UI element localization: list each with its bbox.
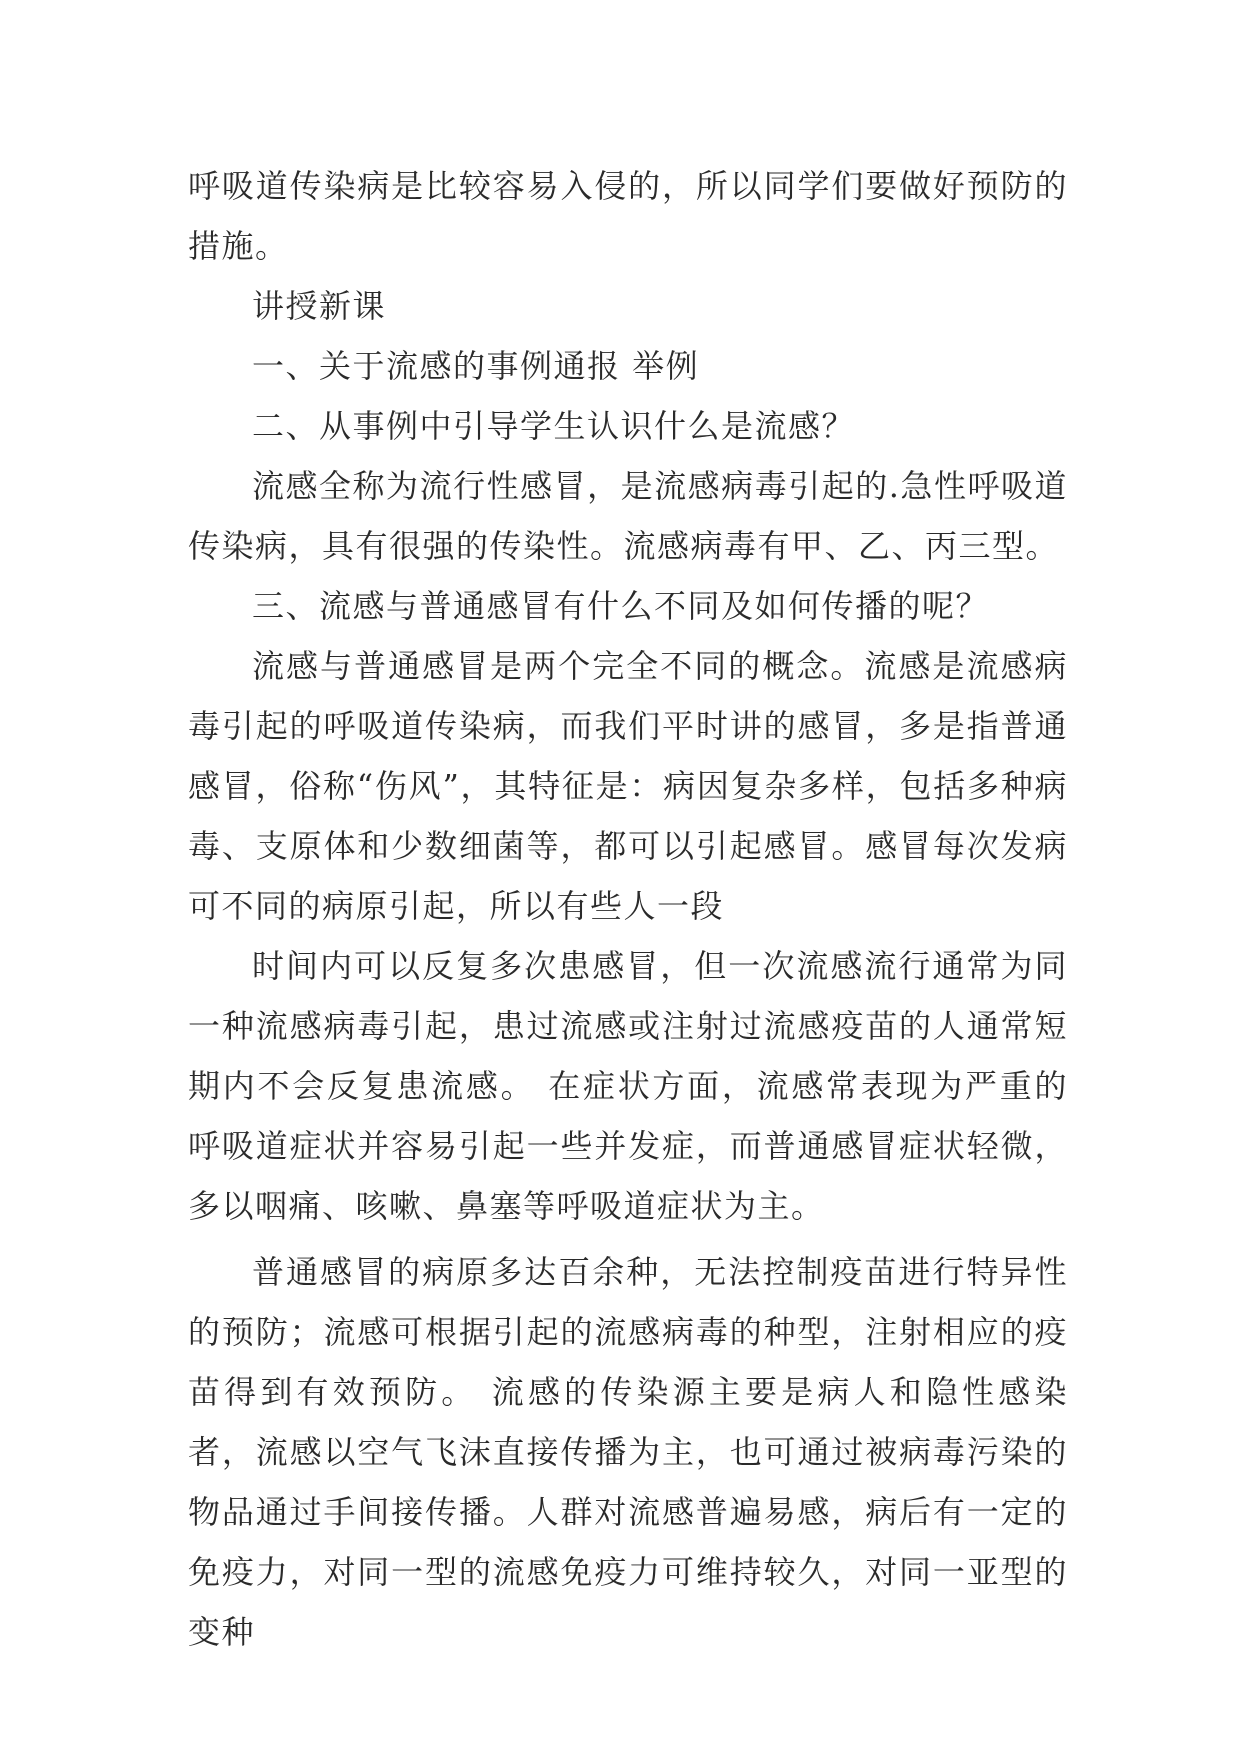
document-body — [188, 156, 1068, 1662]
heading-new-lesson: 讲授新课 — [252, 287, 387, 325]
paragraph-flu-vs-cold: 流感与普通感冒是两个完全不同的概念。流感是流感病毒引起的呼吸道传染病，而我们平时讲的感冒，多是指普通感冒，俗称“伤风”，其特征是：病因复杂多样，包括多种病毒、支原体和少数细菌等，都可以引起感冒。感冒每次发病可不同的病原引起，所以有些人一段 — [188, 647, 1068, 925]
paragraph-1: 呼吸道传染病是比较容易入侵的，所以同学们要做好预防的措施。 — [188, 167, 1068, 265]
section-two-heading: 二、从事例中引导学生认识什么是流感？ — [252, 407, 856, 445]
section-one-heading: 一、关于流感的事例通报 举例 — [252, 347, 700, 385]
section-three-heading: 三、流感与普通感冒有什么不同及如何传播的呢？ — [252, 587, 990, 625]
paragraph-prevention-transmission: 普通感冒的病原多达百余种，无法控制疫苗进行特异性的预防；流感可根据引起的流感病毒的种型，注射相应的疫苗得到有效预防。 流感的传染源主要是病人和隐性感染者，流感以空气飞沫直接传播为主，也可通过被病毒污染的物品通过手间接传播。人群对流感普遍易感，病后有一定的免疫力，对同一型的流感免疫力可维持较久，对同一亚型的变种 — [188, 1253, 1068, 1651]
paragraph-symptoms: 时间内可以反复多次患感冒，但一次流感流行通常为同一种流感病毒引起，患过流感或注射过流感疫苗的人通常短期内不会反复患流感。 在症状方面，流感常表现为严重的呼吸道症状并容易引起一些并发症，而普通感冒症状轻微，多以咽痛、咳嗽、鼻塞等呼吸道症状为主。 — [188, 947, 1068, 1225]
paragraph-flu-definition: 流感全称为流行性感冒，是流感病毒引起的.急性呼吸道传染病，具有很强的传染性。流感病毒有甲、乙、丙三型。 — [188, 467, 1068, 565]
